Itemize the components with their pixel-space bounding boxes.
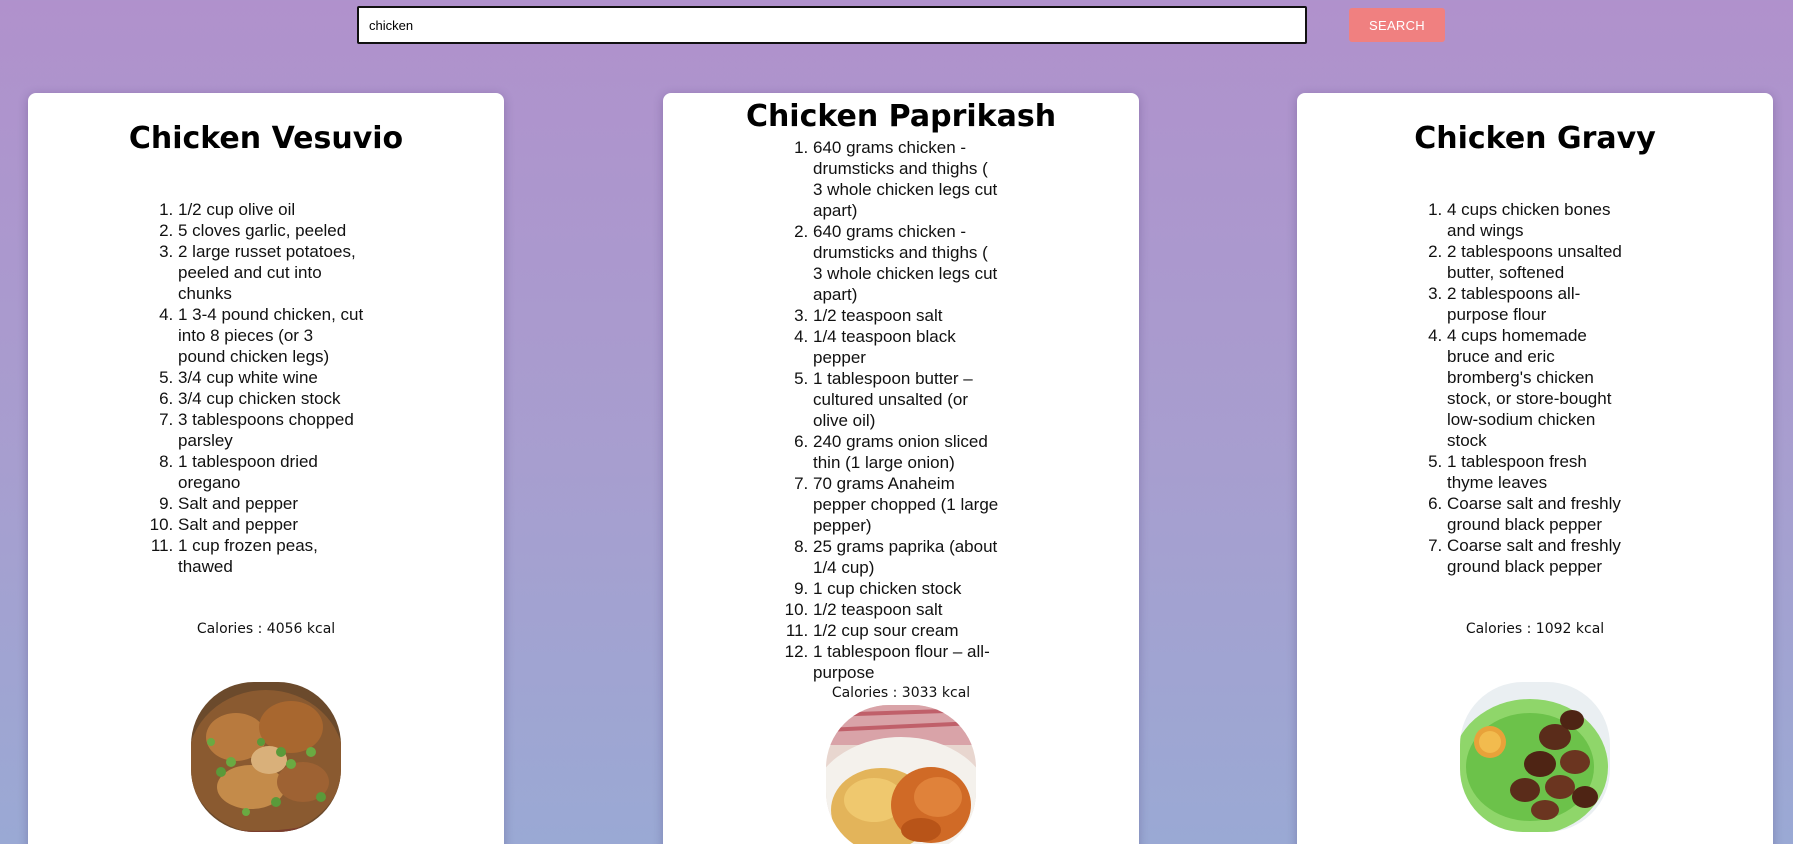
ingredient-item: 3. 2 large russet potatoes, peeled and cut into chunks bbox=[178, 241, 364, 304]
ingredient-item: 10. Salt and pepper bbox=[178, 514, 364, 535]
ingredient-item: 4. 1/4 teaspoon black pepper bbox=[813, 326, 999, 368]
ingredient-item: 6. 240 grams onion sliced thin (1 large onion) bbox=[813, 431, 999, 473]
ingredient-item: 9. 1 cup chicken stock bbox=[813, 578, 999, 599]
ingredient-item: 7. 3 tablespoons chopped parsley bbox=[178, 409, 364, 451]
ingredient-item: 7. 70 grams Anaheim pepper chopped (1 large pepper) bbox=[813, 473, 999, 536]
calories-label: Calories : 3033 kcal bbox=[831, 685, 971, 701]
chicken-vesuvio-photo bbox=[191, 682, 341, 832]
ingredient-item: 3. 1/2 teaspoon salt bbox=[813, 305, 999, 326]
food-image bbox=[826, 705, 976, 844]
calories-label: Calories : 1092 kcal bbox=[1465, 621, 1605, 637]
ingredient-item: 5. 3/4 cup white wine bbox=[178, 367, 364, 388]
recipe-card bbox=[28, 93, 504, 844]
ingredient-item: 1. 1/2 cup olive oil bbox=[178, 199, 364, 220]
search-button[interactable]: SEARCH bbox=[1349, 8, 1445, 42]
ingredient-item: 5. 1 tablespoon fresh thyme leaves bbox=[1447, 451, 1633, 493]
ingredient-item: 10. 1/2 teaspoon salt bbox=[813, 599, 999, 620]
ingredient-item: 4. 1 3-4 pound chicken, cut into 8 pieces (or 3 pound chicken legs) bbox=[178, 304, 364, 367]
ingredient-item: 2. 2 tablespoons unsalted butter, softened bbox=[1447, 241, 1633, 283]
ingredient-item: 2. 5 cloves garlic, peeled bbox=[178, 220, 364, 241]
recipe-title: Chicken Vesuvio bbox=[128, 121, 404, 156]
search-bar bbox=[357, 6, 1425, 44]
ingredient-item: 2. 640 grams chicken - drumsticks and thighs ( 3 whole chicken legs cut apart) bbox=[813, 221, 999, 305]
chicken-gravy-photo bbox=[1460, 682, 1610, 832]
ingredient-item: 11. 1/2 cup sour cream bbox=[813, 620, 999, 641]
calories-label: Calories : 4056 kcal bbox=[196, 621, 336, 637]
recipe-card bbox=[663, 93, 1139, 844]
ingredient-item: 5. 1 tablespoon butter – cultured unsalted (or olive oil) bbox=[813, 368, 999, 431]
ingredient-item: 3. 2 tablespoons all-purpose flour bbox=[1447, 283, 1633, 325]
search-input[interactable] bbox=[357, 6, 1307, 44]
chicken-paprikash-photo bbox=[826, 705, 976, 844]
ingredient-item: 6. Coarse salt and freshly ground black pepper bbox=[1447, 493, 1633, 535]
recipe-title: Chicken Paprikash bbox=[745, 99, 1057, 134]
ingredient-list bbox=[775, 137, 999, 683]
food-image bbox=[191, 682, 341, 832]
ingredient-item: 1. 640 grams chicken - drumsticks and thighs ( 3 whole chicken legs cut apart) bbox=[813, 137, 999, 221]
ingredient-item: 12. 1 tablespoon flour – all-purpose bbox=[813, 641, 999, 683]
ingredient-list bbox=[1409, 199, 1633, 577]
ingredient-item: 9. Salt and pepper bbox=[178, 493, 364, 514]
recipe-card bbox=[1297, 93, 1773, 844]
ingredient-item: 11. 1 cup frozen peas, thawed bbox=[178, 535, 364, 577]
ingredient-item: 7. Coarse salt and freshly ground black pepper bbox=[1447, 535, 1633, 577]
ingredient-item: 1. 4 cups chicken bones and wings bbox=[1447, 199, 1633, 241]
recipe-title: Chicken Gravy bbox=[1414, 121, 1656, 156]
ingredient-item: 8. 25 grams paprika (about 1/4 cup) bbox=[813, 536, 999, 578]
ingredient-item: 8. 1 tablespoon dried oregano bbox=[178, 451, 364, 493]
ingredient-item: 6. 3/4 cup chicken stock bbox=[178, 388, 364, 409]
ingredient-item: 4. 4 cups homemade bruce and eric bromberg's chicken stock, or store-bought low-sodium chicken stock bbox=[1447, 325, 1633, 451]
ingredient-list bbox=[140, 199, 364, 577]
food-image bbox=[1460, 682, 1610, 832]
